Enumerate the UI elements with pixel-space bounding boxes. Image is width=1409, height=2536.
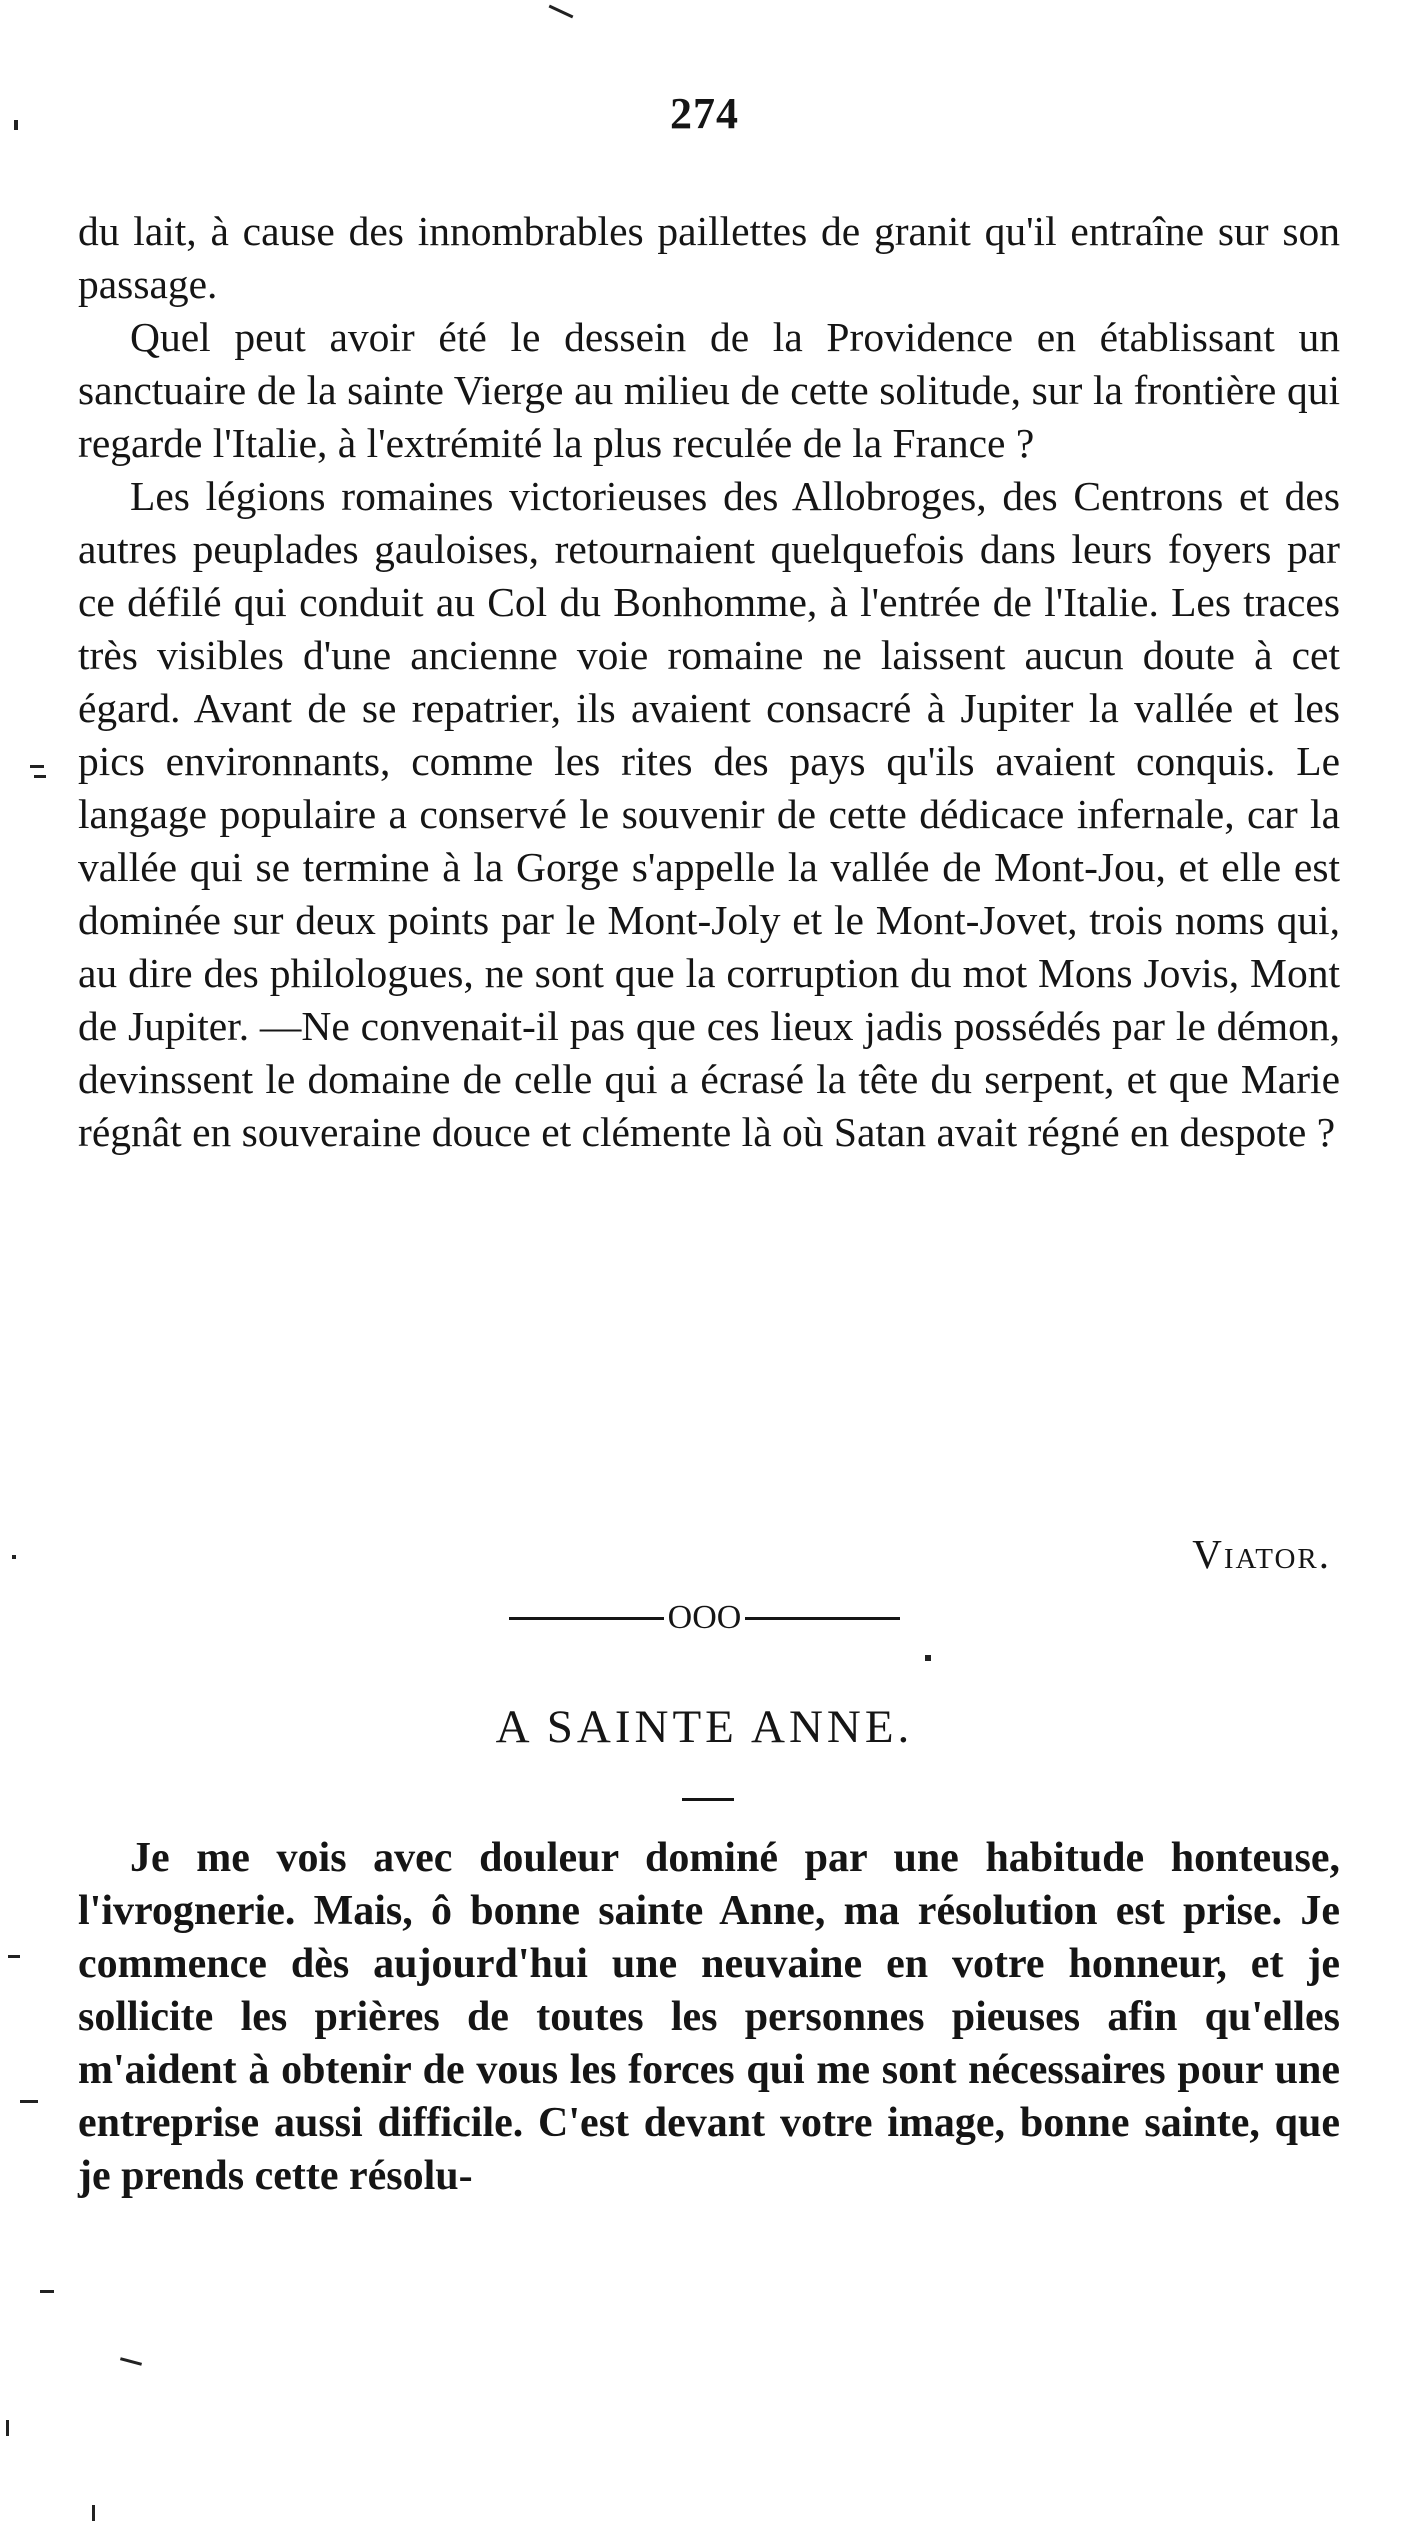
section-paragraph-1: Je me vois avec douleur dominé par une habitude honteuse, l'ivrognerie. Mais, ô bonne sainte Anne, ma résolution est prise. Je commence dès aujourd'hui une neuvaine en votre honneur, et je sollicite les prières de toutes les personnes pieuses afin qu'elles m'aident à obtenir de vous les forces qui me sont nécessaires pour une entreprise aussi difficile. C'est devant votre image, bonne sainte, que je prends cette résolu-: [78, 1835, 1340, 2199]
section-title: A SAINTE ANNE.: [495, 1701, 914, 1753]
scan-speck: [120, 2357, 142, 2366]
scan-speck: [34, 775, 46, 778]
scan-speck: [20, 2100, 38, 2103]
section-separator: [0, 1590, 1409, 1646]
author-signature: Viator.: [1192, 1531, 1331, 1577]
scan-speck: [40, 2290, 54, 2293]
scan-speck: [92, 2505, 95, 2521]
separator-rule-left: [509, 1617, 664, 1620]
section-body: [78, 1832, 1340, 2203]
title-underline: [682, 1798, 734, 1801]
article-paragraph-1: du lait, à cause des innombrables paillettes de granit qu'il entraîne sur son passage.: [78, 208, 1340, 307]
article-body: [78, 205, 1340, 1159]
scan-speck: [549, 5, 574, 19]
scan-speck: [12, 1555, 16, 1559]
scan-speck: [6, 2420, 9, 2436]
page-number: 274: [670, 89, 739, 138]
article-paragraph-3: Les légions romaines victorieuses des Allobroges, des Centrons et des autres peuplades gauloises, retournaient quelquefois dans leurs foyers par ce défilé qui conduit au Col du Bonhomme, à l'entrée de l'Italie. Les traces très visibles d'une ancienne voie romaine ne laissent aucun doute à cet égard. Avant de se repatrier, ils avaient consacré à Jupiter la vallée et les pics environnants, comme les rites des pays qu'ils avaient conquis. Le langage populaire a conservé le souvenir de cette dédicace infernale, car la vallée qui se termine à la Gorge s'appelle la vallée de Mont-Jou, et elle est dominée sur deux points par le Mont-Joly et le Mont-Jovet, trois noms qui, au dire des philologues, ne sont que la corruption du mot Mons Jovis, Mont de Jupiter. —Ne convenait-il pas que ces lieux jadis possédés par le démon, devinssent le domaine de celle qui a écrasé la tête du serpent, et que Marie régnât en souveraine douce et clémente là où Satan avait régné en despote ?: [78, 473, 1340, 1155]
scan-speck: [30, 765, 44, 768]
separator-rule-right: [745, 1617, 900, 1620]
scan-speck: [925, 1655, 931, 1661]
scan-speck: [8, 1955, 20, 1958]
article-paragraph-2: Quel peut avoir été le dessein de la Providence en établissant un sanctuaire de la sainte Vierge au milieu de cette solitude, sur la frontière qui regarde l'Italie, à l'extrémité la plus reculée de la France ?: [78, 314, 1340, 466]
scan-speck: [14, 120, 18, 130]
separator-ornament: OOO: [667, 1599, 742, 1636]
